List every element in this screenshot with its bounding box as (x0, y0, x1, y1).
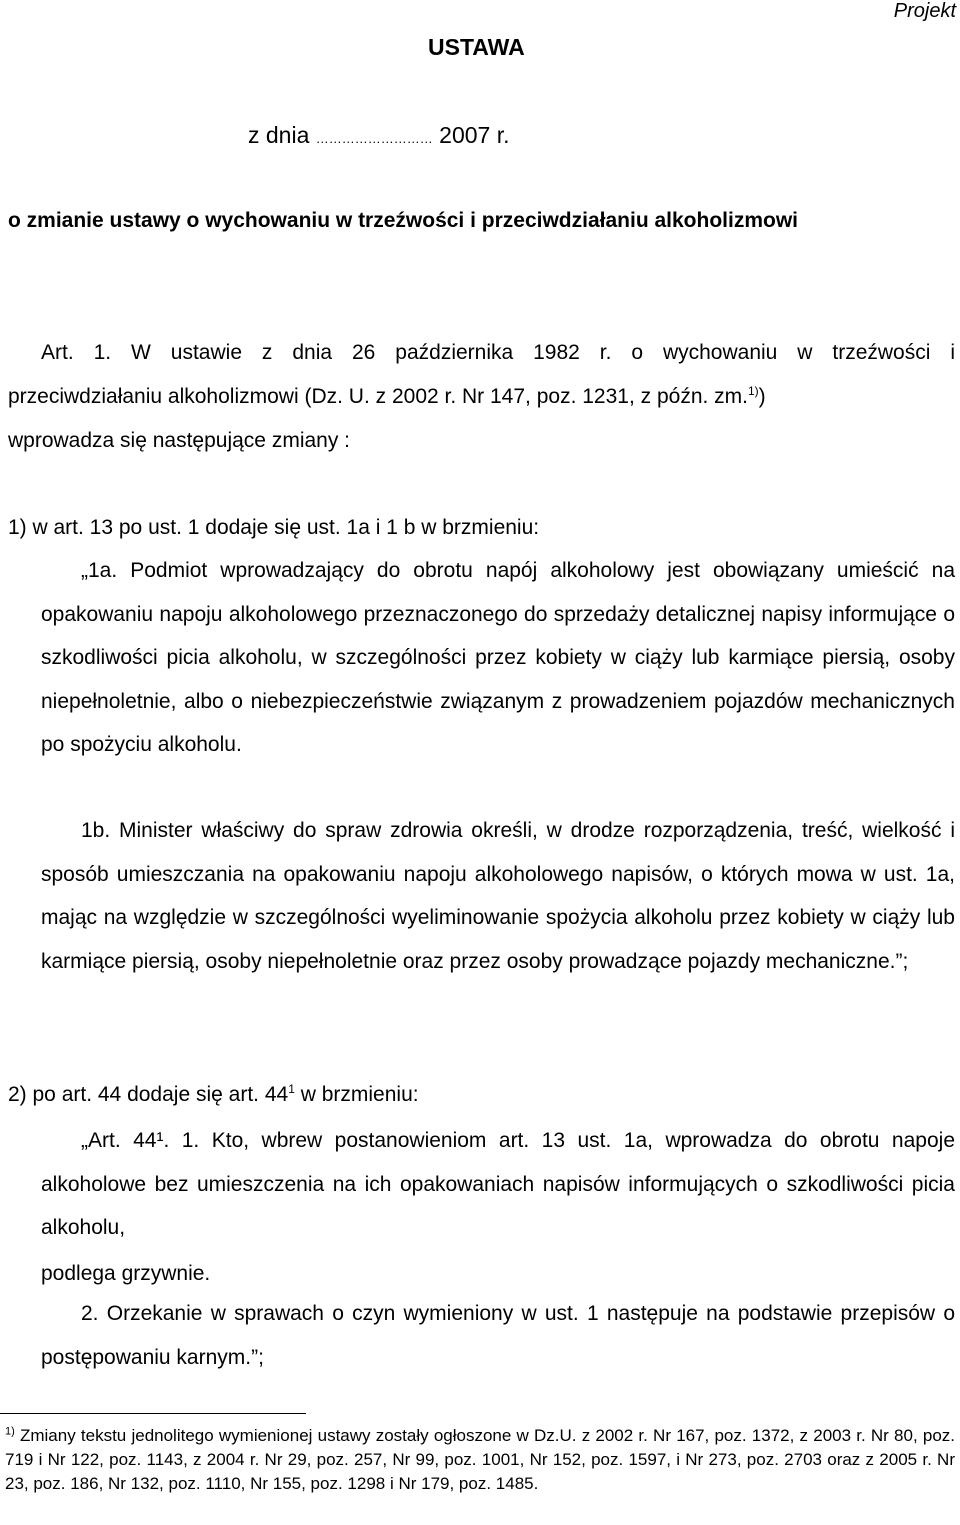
footnote-separator (0, 1413, 306, 1414)
document-title: USTAWA (428, 34, 525, 60)
projekt-label: Projekt (893, 0, 956, 22)
footnote (5, 1424, 955, 1496)
art1-line2 (8, 385, 955, 409)
document-date (248, 122, 510, 149)
art44-ust2-text: 2. Orzekanie w sprawach o czyn wymieniony w ust. 1 następuje na podstawie przepisów o postępowaniu karnym.”; (41, 1302, 955, 1369)
date-prefix: z dnia (248, 122, 316, 148)
art44-ust1-text: „Art. 44¹. 1. Kto, wbrew postanowieniom art. 13 ust. 1a, wprowadza do obrotu napoje alkoholowe bez umieszczenia na ich opakowaniach napisów informujących o szkodliwości picia alkoholu, (41, 1129, 955, 1239)
footnote-text: Zmiany tekstu jednolitego wymienionej ustawy zostały ogłoszone w Dz.U. z 2002 r. Nr 167, poz. 1372, z 2003 r. Nr 80, poz. 719 i Nr 122, poz. 1143, z 2004 r. Nr 29, poz. 257, Nr 99, poz. 1001, Nr 152, poz. 1597, i Nr 273, poz. 2703 oraz z 2005 r. Nr 23, poz. 186, Nr 132, poz. 1110, Nr 155, poz. 1298 i Nr 179, poz. 1485. (5, 1426, 955, 1493)
point1-intro: 1) w art. 13 po ust. 1 dodaje się ust. 1a i 1 b w brzmieniu: (8, 516, 540, 539)
art1-line1: Art. 1. W ustawie z dnia 26 października 1982 r. o wychowaniu w trzeźwości i (41, 341, 955, 364)
art1-line3: wprowadza się następujące zmiany : (8, 429, 351, 452)
art44-penalty: podlega grzywnie. (41, 1262, 211, 1285)
date-suffix: 2007 r. (432, 122, 510, 148)
point2-intro-tail: w brzmieniu: (294, 1083, 419, 1106)
point2-intro (8, 1083, 922, 1107)
footnote-ref-1[interactable]: 1) (748, 384, 759, 398)
art44-superscript: 1 (288, 1082, 295, 1096)
document-subject: o zmianie ustawy o wychowaniu w trzeźwości i przeciwdziałaniu alkoholizmowi (8, 209, 798, 232)
point2-intro-text: 2) po art. 44 dodaje się art. 44 (8, 1083, 289, 1106)
ust-1b-text: 1b. Minister właściwy do spraw zdrowia określi, w drodze rozporządzenia, treść, wielkość i sposób umieszczania na opakowaniu napoju alkoholowego napisów, o których mowa w ust. 1a, mając na względzie w szczególności wyeliminowanie spożycia alkoholu przez kobiety w ciąży lub karmiące piersią, osoby niepełnoletnie oraz przez osoby prowadzące pojazdy mechaniczne.”; (41, 819, 955, 973)
art1-line2-close: ) (758, 385, 766, 408)
ust-1a-text: „1a. Podmiot wprowadzający do obrotu napój alkoholowy jest obowiązany umieścić na opakowaniu napoju alkoholowego przeznaczonego do sprzedaży detalicznej napisy informujące o szkodliwości picia alkoholu, w szczególności przez kobiety w ciąży lub karmiące piersią, osoby niepełnoletnie, albo o niebezpieczeństwie związanym z prowadzeniem pojazdów mechanicznych po spożyciu alkoholu. (41, 559, 955, 756)
art1-line2-text: przeciwdziałaniu alkoholizmowi (Dz. U. z 2002 r. Nr 147, poz. 1231, z późn. zm. (8, 385, 748, 408)
footnote-marker: 1) (5, 1425, 15, 1438)
date-dots: ……………………… (315, 131, 433, 146)
